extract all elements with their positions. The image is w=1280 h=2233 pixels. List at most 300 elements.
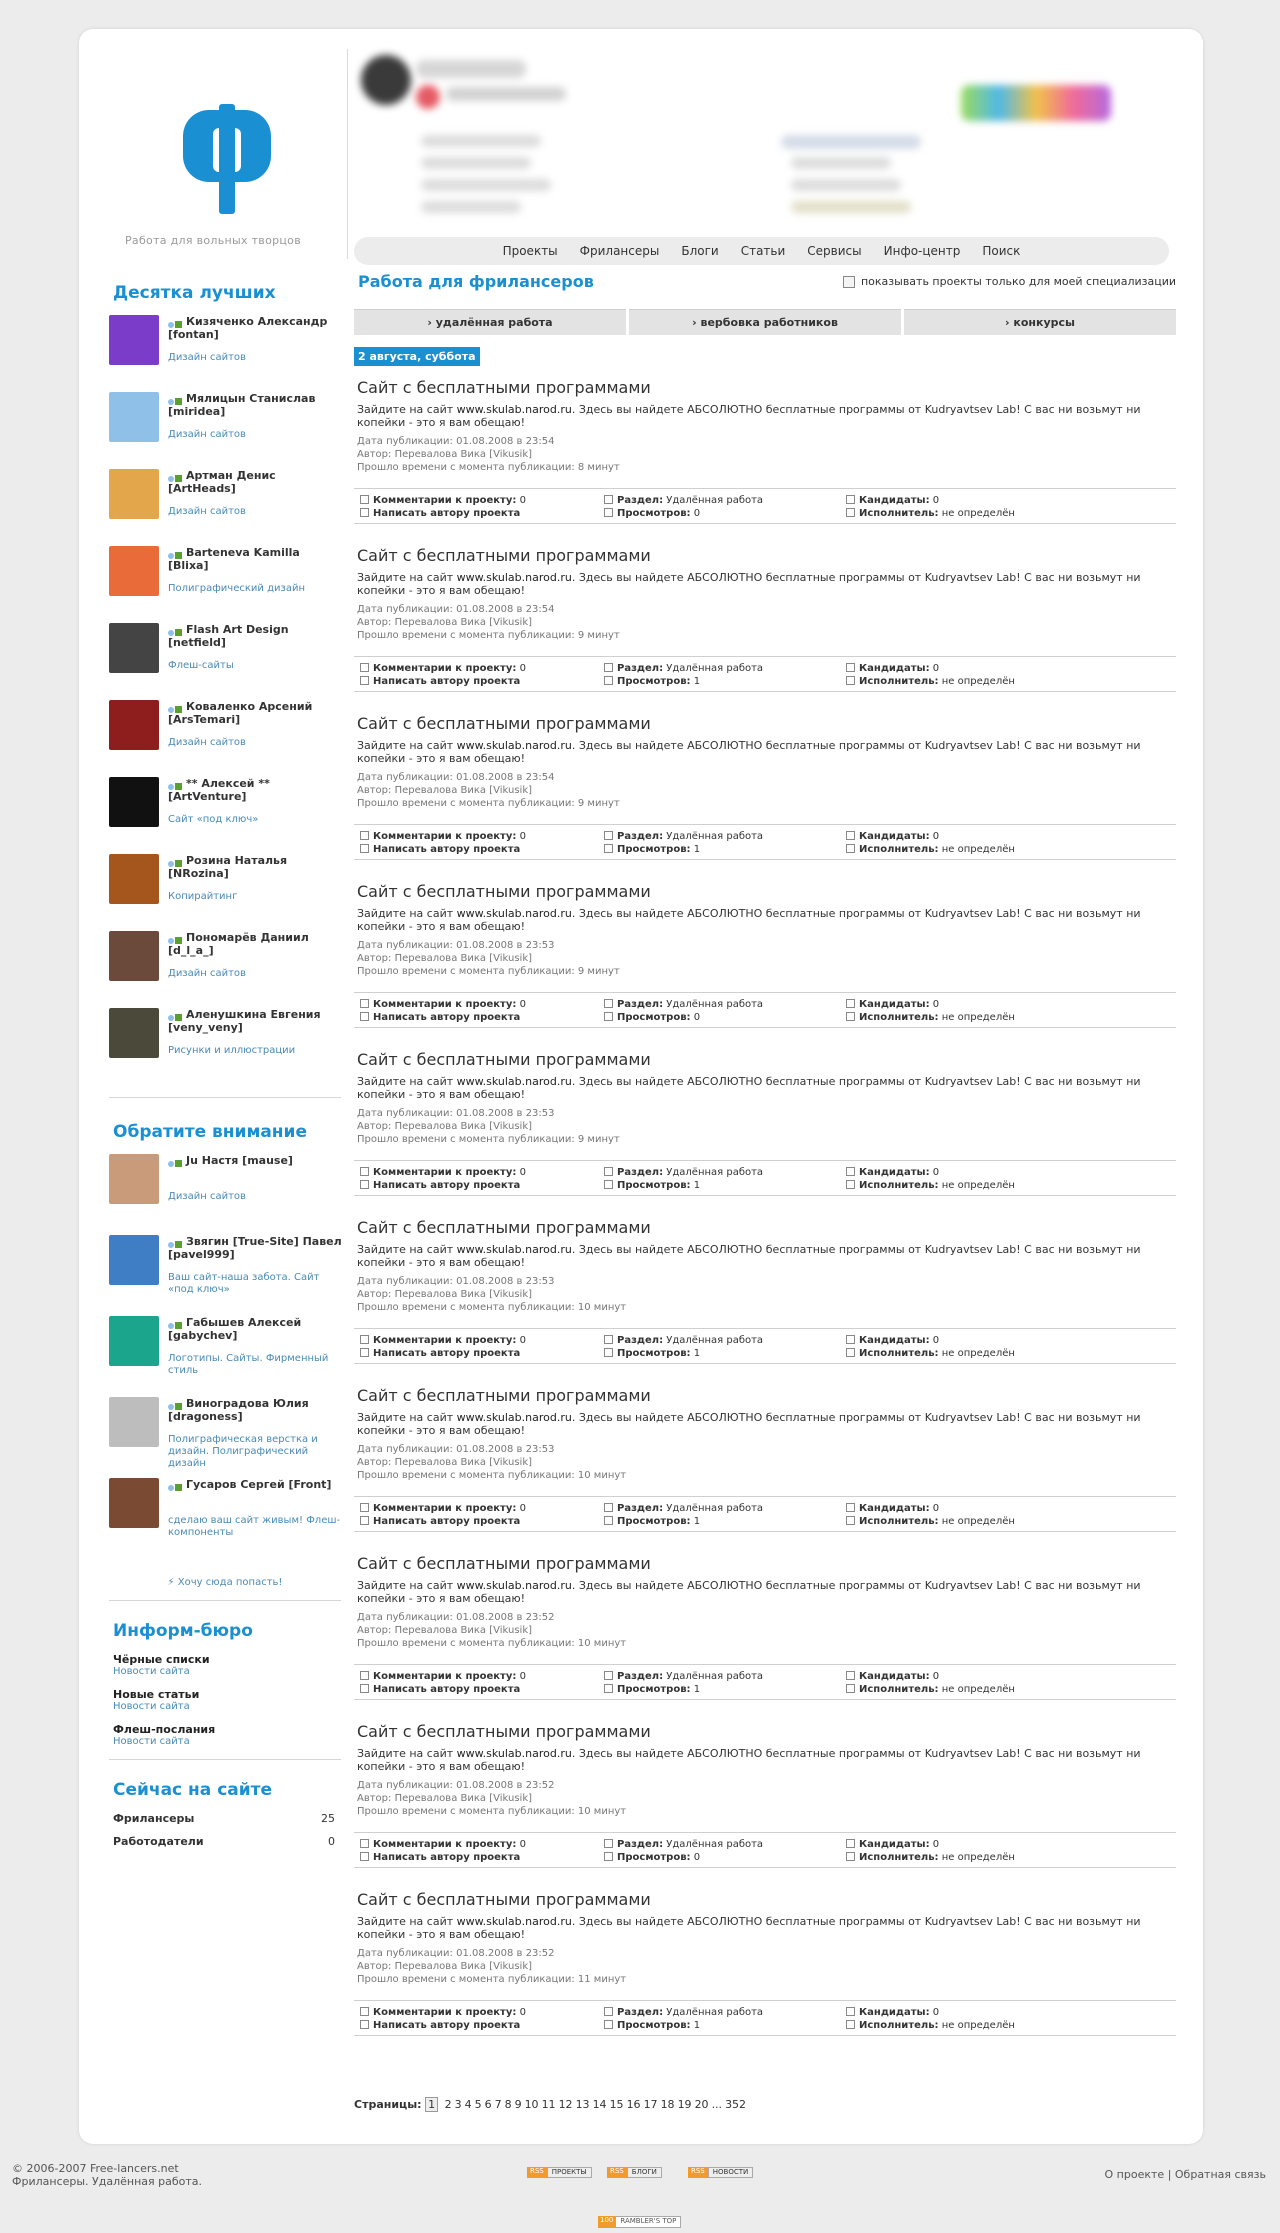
author [357,1960,1176,1973]
project-link[interactable]: www.skulab.narod.ru [456,1075,572,1088]
want-here-label: Хочу сюда попасть! [177,1577,283,1588]
stat-value: не определён [941,1516,1015,1527]
project-title[interactable]: Сайт с бесплатными программами [357,1218,651,1237]
meta-label: Автор: [357,1961,392,1972]
pager-page-link[interactable]: 8 [504,2098,512,2111]
eye-icon [604,1012,613,1021]
freelancer-name[interactable] [168,700,343,726]
stat-value: 0 [932,1335,940,1346]
section-stat [604,1166,763,1179]
pager-page-link[interactable]: 4 [464,2098,472,2111]
freelancer-category[interactable]: Рисунки и иллюстрации [168,1045,296,1056]
status-badges [168,780,183,788]
stat-value: не определён [941,1180,1015,1191]
comment-icon [360,1671,369,1680]
freelancer-card[interactable] [109,315,341,392]
author-link[interactable]: Перевалова Вика [Vikusik] [394,1457,533,1468]
write-author-link[interactable] [360,2019,520,2032]
stat-value: не определён [941,1348,1015,1359]
elapsed [357,965,1176,978]
project-title[interactable]: Сайт с бесплатными программами [357,1890,651,1909]
meta-label: Автор: [357,449,392,460]
avatar[interactable] [109,392,159,442]
comments-stat[interactable] [360,2006,526,2019]
freelancer-name[interactable] [168,777,343,803]
desc-text: Зайдите на сайт [357,739,457,752]
project-title[interactable]: Сайт с бесплатными программами [357,1050,651,1069]
pro-badge-icon [175,1484,182,1491]
author-link[interactable]: Перевалова Вика [Vikusik] [394,785,533,796]
project-title[interactable]: Сайт с бесплатными программами [357,1554,651,1573]
freelancer-card[interactable] [109,469,341,546]
comments-stat[interactable] [360,1838,526,1851]
section-icon [604,1167,613,1176]
pager-page-link[interactable]: 352 [725,2098,747,2111]
freelancer-name[interactable] [168,392,343,418]
meta-value: 01.08.2008 в 23:53 [456,940,555,951]
freelancer-category[interactable]: Копирайтинг [168,891,238,902]
tab-remote[interactable] [354,309,626,335]
author-link[interactable]: Перевалова Вика [Vikusik] [394,617,533,628]
pager-page-link[interactable]: 17 [643,2098,658,2111]
freelancer-card[interactable] [109,1316,341,1397]
write-author-link[interactable] [360,1683,520,1696]
pro-badge-icon [175,1160,182,1167]
project-link[interactable]: www.skulab.narod.ru [456,403,572,416]
stat-value: Удалённая работа [666,1671,764,1682]
avatar[interactable] [109,1235,159,1285]
author-link[interactable]: Перевалова Вика [Vikusik] [394,1961,533,1972]
lightning-icon: ⚡ [167,1577,175,1588]
views-stat [604,1683,700,1696]
avatar[interactable] [109,777,159,827]
project-item [354,714,1176,870]
freelancer-name[interactable] [168,854,343,880]
inform-item[interactable] [113,1723,341,1747]
freelancer-card[interactable] [109,1397,341,1478]
project-title[interactable]: Сайт с бесплатными программами [357,882,651,901]
avatar[interactable] [109,623,159,673]
meta-value: 10 минут [577,1806,627,1817]
write-author-link[interactable] [360,1515,520,1528]
stat-value: Удалённая работа [666,2007,764,2018]
pager-page-link[interactable]: 20 [694,2098,709,2111]
freelancer-name-text: Ju Настя [mause] [186,1154,293,1167]
avatar[interactable] [109,1397,159,1447]
freelancer-name[interactable] [168,1478,343,1491]
rss-news-button[interactable] [688,2167,753,2178]
meta-value: 10 минут [577,1638,627,1649]
stat-label: Просмотров: [617,844,691,855]
pro-badge-icon [175,321,182,328]
freelancer-name[interactable] [168,1397,343,1423]
freelancer-category[interactable]: Ваш сайт-наша забота. Сайт «под ключ» [168,1272,320,1295]
candidates-icon [846,1671,855,1680]
only-mine-toggle[interactable] [843,275,1176,288]
freelancer-category[interactable]: Полиграфический дизайн [168,583,305,594]
inform-item-title: Чёрные списки [113,1653,210,1666]
nav-services[interactable]: Сервисы [807,244,862,258]
elapsed [357,461,1176,474]
section-stat [604,998,763,1011]
stat-value: не определён [941,844,1015,855]
about-link[interactable]: О проекте [1104,2168,1165,2181]
pager-page-link[interactable]: 9 [514,2098,522,2111]
project-title[interactable]: Сайт с бесплатными программами [357,1386,651,1405]
stat-label: Исполнитель: [859,844,939,855]
pager-page-link[interactable]: 5 [474,2098,482,2111]
footer-links [1105,2168,1266,2181]
pager-page-link[interactable]: ... [711,2098,723,2111]
stat-value: не определён [941,1012,1015,1023]
write-author-link[interactable] [360,1851,520,1864]
freelancer-card[interactable] [109,1235,341,1316]
date-badge: 2 августа, суббота [354,347,480,366]
comments-stat[interactable] [360,662,526,675]
freelancer-name[interactable] [168,931,343,957]
rss-projects-button[interactable] [527,2167,592,2178]
project-link[interactable]: www.skulab.narod.ru [456,1579,572,1592]
author-link[interactable]: Перевалова Вика [Vikusik] [394,953,533,964]
views-stat [604,1011,700,1024]
project-link[interactable]: www.skulab.narod.ru [456,1243,572,1256]
stat-label: Исполнитель: [859,1684,939,1695]
pro-badge-icon [175,1014,182,1021]
meta-value: 9 минут [577,966,620,977]
freelancer-card[interactable] [109,931,341,1008]
pub-date [357,435,1176,448]
divider [109,1759,341,1760]
project-link[interactable]: www.skulab.narod.ru [456,907,572,920]
stat-label: Кандидаты: [859,2007,930,2018]
nav-freelancers[interactable]: Фрилансеры [579,244,660,258]
pro-badge-icon [175,706,182,713]
pro-badge-icon [175,629,182,636]
pager-page-link[interactable]: 18 [660,2098,675,2111]
avatar[interactable] [109,1316,159,1366]
pager-page-link[interactable]: 19 [677,2098,692,2111]
eye-icon [604,676,613,685]
freelancer-card[interactable] [109,546,341,623]
rss-icon: RSS [607,2167,627,2178]
executor-icon [846,1852,855,1861]
comments-stat[interactable] [360,1670,526,1683]
stat-value: Удалённая работа [666,1335,764,1346]
project-link[interactable]: www.skulab.narod.ru [456,1747,572,1760]
stat-value: не определён [941,676,1015,687]
rss-blogs-button[interactable] [607,2167,662,2178]
nav-info-center[interactable]: Инфо-центр [883,244,961,258]
write-author-link[interactable] [360,1347,520,1360]
separator: | [1167,2168,1175,2181]
freelancer-card[interactable] [109,1478,341,1559]
nav-blogs[interactable]: Блоги [681,244,719,258]
executor-stat [846,1683,1015,1696]
meta-label: Прошло времени с момента публикации: [357,462,575,473]
stat-value: Удалённая работа [666,663,764,674]
candidates-icon [846,663,855,672]
executor-stat [846,1347,1015,1360]
pager-page-link[interactable]: 11 [541,2098,556,2111]
project-meta [357,1107,1176,1146]
freelancer-card[interactable] [109,854,341,931]
avatar[interactable] [109,546,159,596]
author-link[interactable]: Перевалова Вика [Vikusik] [394,1121,533,1132]
freelancer-category[interactable]: Дизайн сайтов [168,506,246,517]
meta-label: Автор: [357,1457,392,1468]
only-mine-checkbox[interactable] [843,276,855,288]
pager-page-link[interactable]: 6 [484,2098,492,2111]
views-stat [604,507,700,520]
write-author-link[interactable] [360,507,520,520]
stat-value: 1 [693,1516,701,1527]
project-link[interactable]: www.skulab.narod.ru [456,739,572,752]
freelancer-category[interactable]: Дизайн сайтов [168,737,246,748]
meta-label: Прошло времени с момента публикации: [357,1302,575,1313]
comments-stat[interactable] [360,1166,526,1179]
executor-stat [846,1011,1015,1024]
tab-contests[interactable] [904,309,1176,335]
stat-label: Просмотров: [617,676,691,687]
elapsed [357,1301,1176,1314]
inform-item[interactable] [113,1688,341,1712]
author-link[interactable]: Перевалова Вика [Vikusik] [394,1793,533,1804]
freelancer-card[interactable] [109,1154,341,1235]
online-employers[interactable] [113,1835,335,1848]
meta-value: 01.08.2008 в 23:54 [456,772,555,783]
stat-label: Написать автору проекта [373,1852,521,1863]
freelancer-category[interactable]: Дизайн сайтов [168,1191,246,1202]
desc-text: Зайдите на сайт [357,571,457,584]
pager-page-link[interactable]: 16 [626,2098,641,2111]
pager-page-link[interactable]: 2 [444,2098,452,2111]
freelancer-name[interactable] [168,1154,343,1167]
meta-value: 01.08.2008 в 23:52 [456,1780,555,1791]
eye-icon [604,1516,613,1525]
pro-badge-icon [175,1322,182,1329]
freelancer-name[interactable] [168,315,343,341]
comments-stat[interactable] [360,1334,526,1347]
status-badges [168,318,183,326]
nav-search[interactable]: Поиск [982,244,1021,258]
meta-value: 9 минут [577,630,620,641]
comments-stat[interactable] [360,494,526,507]
candidates-icon [846,831,855,840]
project-description [357,571,1172,597]
tab-label: конкурсы [1013,316,1075,329]
write-author-link[interactable] [360,675,520,688]
pager-page-link[interactable]: 13 [575,2098,590,2111]
author-link[interactable]: Перевалова Вика [Vikusik] [394,449,533,460]
candidates-stat [846,662,939,675]
tab-recruiting[interactable] [629,309,901,335]
project-item [354,546,1176,702]
pencil-icon [360,1852,369,1861]
executor-stat [846,675,1015,688]
executor-stat [846,2019,1015,2032]
section-icon [604,1335,613,1344]
avatar[interactable] [109,315,159,365]
project-title[interactable]: Сайт с бесплатными программами [357,546,651,565]
pager-page-link[interactable]: 15 [609,2098,624,2111]
comment-icon [360,1335,369,1344]
stat-label: Написать автору проекта [373,2020,521,2031]
section-icon [604,1671,613,1680]
status-badges [168,1238,183,1246]
nav-articles[interactable]: Статьи [740,244,786,258]
freelancer-category[interactable]: Сайт «под ключ» [168,814,259,825]
freelancer-name-text: Виноградова Юлия [dragoness] [168,1397,309,1423]
avatar[interactable] [109,1008,159,1058]
freelancer-name[interactable] [168,1235,343,1261]
freelancer-card[interactable] [109,700,341,777]
freelancer-card[interactable] [109,392,341,469]
author-link[interactable]: Перевалова Вика [Vikusik] [394,1625,533,1636]
pager-page-link[interactable]: 3 [454,2098,462,2111]
stat-value: Удалённая работа [666,1839,764,1850]
views-stat [604,2019,700,2032]
freelancer-name[interactable] [168,623,343,649]
pager-page-link[interactable]: 10 [524,2098,539,2111]
project-meta [357,1611,1176,1650]
freelancer-category[interactable]: Полиграфическая верстка и дизайн. Полиграфический дизайн [168,1434,318,1469]
want-here-link[interactable] [109,1577,341,1588]
project-link[interactable]: www.skulab.narod.ru [456,1915,572,1928]
write-author-link[interactable] [360,1011,520,1024]
author-link[interactable]: Перевалова Вика [Vikusik] [394,1289,533,1300]
freelancer-name[interactable] [168,1008,343,1034]
meta-label: Прошло времени с момента публикации: [357,1806,575,1817]
stat-value: Удалённая работа [666,1503,764,1514]
write-author-link[interactable] [360,843,520,856]
freelancer-category[interactable]: сделаю ваш сайт живым! Флеш-компоненты [168,1515,341,1538]
eye-icon [604,1852,613,1861]
avatar[interactable] [109,931,159,981]
desc-text: Зайдите на сайт [357,907,457,920]
comments-stat[interactable] [360,1502,526,1515]
stat-label: Исполнитель: [859,508,939,519]
stat-value: 0 [519,1671,526,1682]
stat-label: Комментарии к проекту: [373,1335,517,1346]
avatar[interactable] [109,1154,159,1204]
stat-value: 1 [693,844,701,855]
pager-page-link[interactable]: 12 [558,2098,573,2111]
stat-value: 0 [932,2007,940,2018]
logo-area[interactable] [79,49,347,259]
stat-label: Кандидаты: [859,1671,930,1682]
online-count: 25 [321,1812,335,1825]
nav-projects[interactable]: Проекты [502,244,558,258]
logo-icon[interactable] [183,104,271,214]
meta-label: Прошло времени с момента публикации: [357,1134,575,1145]
rambler-top-counter[interactable] [598,2216,681,2228]
section-icon [604,1839,613,1848]
stat-value: 1 [693,1684,701,1695]
stat-label: Просмотров: [617,1684,691,1695]
pager-page-link[interactable]: 14 [592,2098,607,2111]
freelancer-card[interactable] [109,777,341,854]
meta-label: Прошло времени с момента публикации: [357,798,575,809]
desc-text: Зайдите на сайт [357,1579,457,1592]
stat-value: не определён [941,508,1015,519]
online-freelancers[interactable] [113,1812,335,1825]
executor-icon [846,1516,855,1525]
project-title[interactable]: Сайт с бесплатными программами [357,378,651,397]
project-stats [354,824,1176,860]
divider [109,1600,341,1601]
feedback-link[interactable]: Обратная связь [1174,2168,1266,2181]
author [357,1792,1176,1805]
stat-value: 0 [519,831,526,842]
pager-label: Страницы: [354,2098,422,2111]
comment-icon [360,663,369,672]
stat-value: 0 [519,1503,526,1514]
freelancer-name-text: Пономарёв Даниил [d_l_a_] [168,931,309,957]
executor-stat [846,1179,1015,1192]
freelancer-card[interactable] [109,1008,341,1085]
freelancer-category[interactable]: Логотипы. Сайты. Фирменный стиль [168,1353,329,1376]
freelancer-category[interactable]: Дизайн сайтов [168,968,246,979]
stat-label: Раздел: [617,999,664,1010]
write-author-link[interactable] [360,1179,520,1192]
project-link[interactable]: www.skulab.narod.ru [456,571,572,584]
stat-label: Комментарии к проекту: [373,495,517,506]
comments-stat[interactable] [360,830,526,843]
attention-list [109,1154,341,1559]
project-link[interactable]: www.skulab.narod.ru [456,1411,572,1424]
freelancer-card[interactable] [109,623,341,700]
freelancer-name-text: Flash Art Design [netfield] [168,623,289,649]
freelancer-category[interactable]: Дизайн сайтов [168,352,246,363]
pager-page-link[interactable]: 7 [494,2098,502,2111]
freelancer-category[interactable]: Флеш-сайты [168,660,234,671]
elapsed [357,1973,1176,1986]
stat-label: Написать автору проекта [373,1180,521,1191]
pro-badge-icon [175,475,182,482]
avatar[interactable] [109,854,159,904]
stat-label: Раздел: [617,2007,664,2018]
executor-icon [846,1012,855,1021]
avatar[interactable] [109,700,159,750]
stat-label: Кандидаты: [859,999,930,1010]
online-label: Фрилансеры [113,1812,195,1825]
rambler-label: RAMBLER'S TOP [615,2216,681,2228]
project-title[interactable]: Сайт с бесплатными программами [357,1722,651,1741]
stat-label: Комментарии к проекту: [373,663,517,674]
stat-value: 1 [693,2020,701,2031]
meta-label: Прошло времени с момента публикации: [357,1974,575,1985]
project-stats [354,1328,1176,1364]
tab-label: вербовка работников [700,316,838,329]
avatar[interactable] [109,1478,159,1528]
avatar[interactable] [109,469,159,519]
section-icon [604,831,613,840]
project-title[interactable]: Сайт с бесплатными программами [357,714,651,733]
desc-text: . Здесь вы найдете АБСОЛЮТНО бесплатные программы от Kudryavtsev Lab! С вас ни возьмут ни копейки - это я вам обещаю! [357,1915,1141,1941]
candidates-stat [846,1838,939,1851]
stat-label: Комментарии к проекту: [373,831,517,842]
stat-label: Написать автору проекта [373,1516,521,1527]
inform-item[interactable] [113,1653,341,1677]
stat-value: 1 [693,1180,701,1191]
freelancer-name[interactable] [168,469,343,495]
comments-stat[interactable] [360,998,526,1011]
freelancer-category[interactable]: Дизайн сайтов [168,429,246,440]
eye-icon [604,1180,613,1189]
freelancer-name[interactable] [168,546,343,572]
freelancer-name[interactable] [168,1316,343,1342]
desc-text: . Здесь вы найдете АБСОЛЮТНО бесплатные программы от Kudryavtsev Lab! С вас ни возьмут ни копейки - это я вам обещаю! [357,1075,1141,1101]
